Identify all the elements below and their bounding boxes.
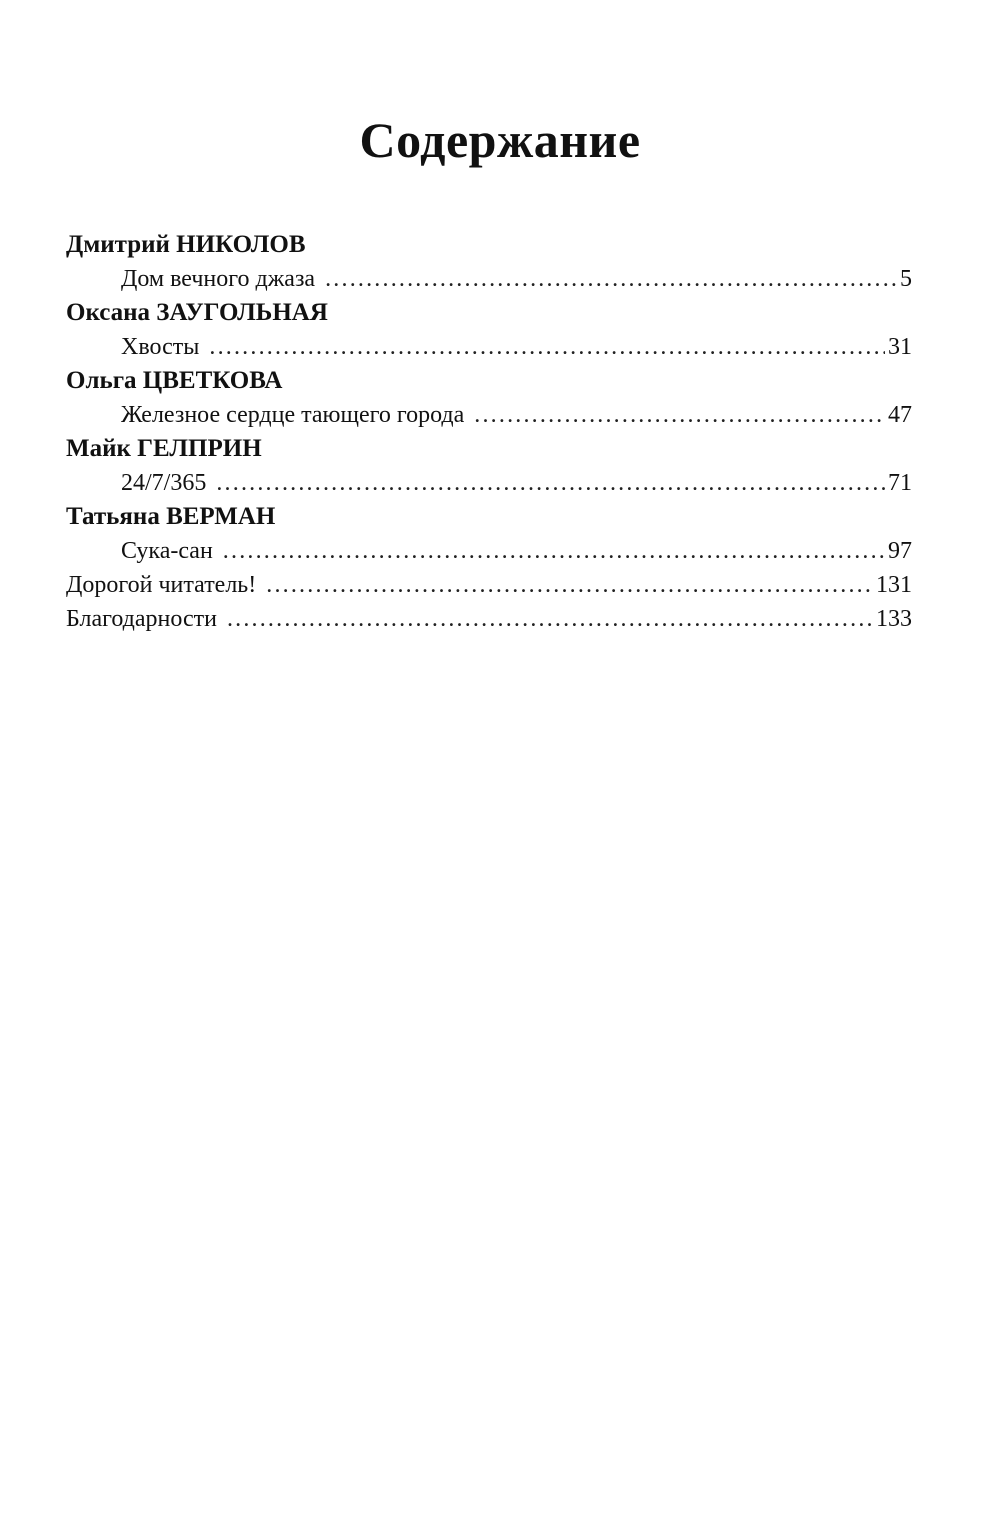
toc-entry-title: Сука-сан <box>121 538 213 564</box>
toc-author: Татьяна ВЕРМАН <box>66 503 276 530</box>
dot-leader <box>216 466 885 500</box>
toc-entry[interactable] <box>66 262 912 296</box>
toc-author: Майк ГЕЛПРИН <box>66 435 262 462</box>
table-of-contents <box>66 228 912 636</box>
toc-entry[interactable] <box>66 398 912 432</box>
dot-leader <box>266 568 873 602</box>
dot-leader <box>223 534 885 568</box>
toc-entry-title: 24/7/365 <box>121 470 207 496</box>
toc-entry-title: Дом вечного джаза <box>121 266 316 292</box>
toc-entry-afterword[interactable] <box>66 568 912 602</box>
toc-entry[interactable] <box>66 330 912 364</box>
toc-entry-title: Дорогой читатель! <box>66 572 257 598</box>
dot-leader <box>227 602 873 636</box>
toc-entry-title: Хвосты <box>121 334 200 360</box>
toc-entry[interactable] <box>66 534 912 568</box>
toc-page-number: 47 <box>888 402 912 428</box>
toc-page-number: 131 <box>876 572 912 598</box>
toc-entry-title: Железное сердце тающего города <box>121 402 465 428</box>
toc-page-number: 5 <box>900 266 912 292</box>
toc-author: Ольга ЦВЕТКОВА <box>66 367 283 394</box>
toc-author: Оксана ЗАУГОЛЬНАЯ <box>66 299 328 326</box>
toc-author: Дмитрий НИКОЛОВ <box>66 231 306 258</box>
dot-leader <box>325 262 897 296</box>
dot-leader <box>474 398 885 432</box>
toc-entry[interactable] <box>66 466 912 500</box>
toc-entry-title: Благодарности <box>66 606 217 632</box>
dot-leader <box>209 330 885 364</box>
toc-page-number: 97 <box>888 538 912 564</box>
page-title: Содержание <box>359 112 641 168</box>
toc-page-number: 133 <box>876 606 912 632</box>
toc-page-number: 31 <box>888 334 912 360</box>
toc-entry-acknowledgements[interactable] <box>66 602 912 636</box>
toc-page-number: 71 <box>888 470 912 496</box>
